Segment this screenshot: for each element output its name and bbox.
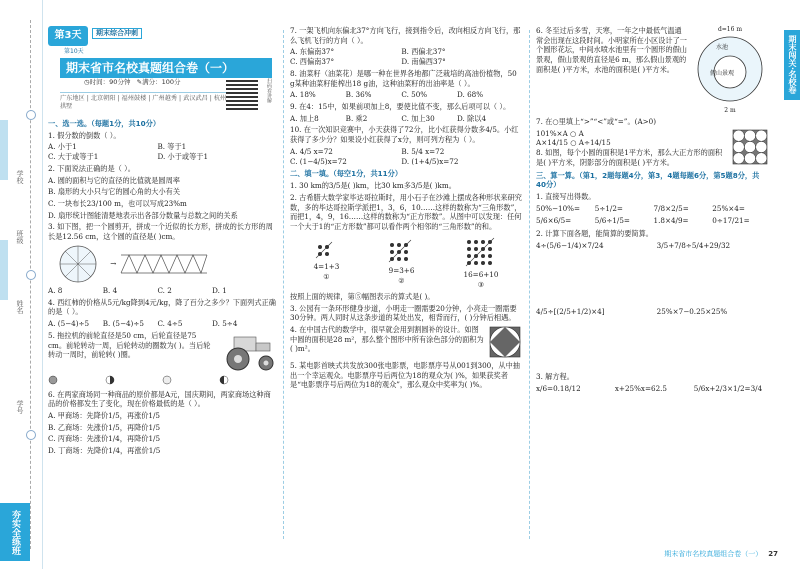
star-icon: ✎ xyxy=(136,78,143,86)
footer-label: 期末省市名校真题组合卷（一） xyxy=(664,549,763,558)
fill-8: 8. 如图，每个小圆的面积是1平方米，那么大正方形的面积是( )平方米，阴影部分的面积是( )平方米。 xyxy=(536,148,723,167)
calc-1: 1. 直接写出得数。 xyxy=(536,191,596,201)
question-7-options xyxy=(290,47,522,66)
exam-header xyxy=(48,26,276,116)
rectangle-figure xyxy=(119,251,209,277)
calc-item: 25%×7−0.25×25% xyxy=(656,306,728,316)
field-school: 学校 xyxy=(16,170,24,184)
fill-1: 1. 30 km的3/5是( )km，比30 km多3/5是( )km。 xyxy=(290,181,456,191)
fill-2: 2. 古希腊大数学家毕达哥拉斯时，用小石子在沙滩上摆成各种形状来研究数，多的毕达哥拉斯学派把1，3，6，10……这样的数称为“三角形数”，而把1，4，9，16……这样的数称为“正方形数”。从图中可以发现：任何一个大于1的“正方形数”都可以看作两个相邻的“三角形数”的和。 xyxy=(290,192,522,231)
column-3 xyxy=(536,26,768,397)
option: D. 小于或等于1 xyxy=(157,152,209,162)
question-5: 5. 拖拉机的前轮直径是50 cm，后轮直径是75 cm。前轮转动一周，后轮转动的圈数为( )。当后轮转动一周时，前轮转( )圈。 xyxy=(48,330,211,360)
option: D. 除以4 xyxy=(457,113,487,123)
option: B. 4 xyxy=(102,285,118,295)
column-2 xyxy=(290,26,522,392)
question-5-block xyxy=(48,331,276,373)
option: C. 加上30 xyxy=(401,113,435,123)
exam-meta xyxy=(84,78,181,87)
calc-item: 5/6×6/5= xyxy=(536,216,572,226)
figure-label-rockery: 假山景观 xyxy=(710,70,735,77)
pattern-figure-1 xyxy=(314,234,340,290)
figure-label-diameter: d=16 m xyxy=(717,26,743,33)
answer-space[interactable] xyxy=(536,285,768,307)
option: C. 大于或等于1 xyxy=(48,152,99,162)
pattern-equation: 9=3+6 xyxy=(388,266,415,276)
question-10-options xyxy=(290,147,522,166)
option: D. (1+4/5)x=72 xyxy=(401,156,459,166)
question-3-options xyxy=(48,286,276,296)
option: D. 1 xyxy=(212,285,227,295)
option: D. 丁商场：先降价1/4，再涨价1/5 xyxy=(48,446,161,456)
option: D. 南偏西37° xyxy=(401,57,446,67)
field-class: 班级 xyxy=(16,230,24,244)
calc-3: 3. 解方程。 xyxy=(536,372,574,382)
pattern-equation: 16=6+10 xyxy=(463,270,499,280)
calc-item: 3/5+7/8÷5/4+29/32 xyxy=(656,240,731,250)
question-5-options xyxy=(48,375,276,388)
calc-item: 50%−10%= xyxy=(536,203,580,213)
calc-item: 25%×4= xyxy=(712,203,745,213)
compare-item: 101%×A ○ A xyxy=(536,128,584,138)
option-d xyxy=(219,375,274,388)
option: D. 68% xyxy=(457,90,484,100)
option: B. 扇形的大小只与它的圆心角的大小有关 xyxy=(48,187,181,197)
binding-hole xyxy=(26,110,36,120)
question-4: 4. 西红柿的价格从5元/kg降到4元/kg，降了百分之多少？下面列式正确的是（ ）。 xyxy=(48,297,276,317)
option: A. 圆的面积与它的直径的比值就是圆周率 xyxy=(48,175,180,185)
option: C. 4÷5 xyxy=(157,319,183,329)
figure-label-pool: 水池 xyxy=(716,44,729,51)
calc-item: 4÷(5/6−1/4)×7/24 xyxy=(536,240,604,250)
section-2-heading: 二、填一填。（每空1分，共11分） xyxy=(290,169,403,179)
calc-item: 4/5÷[(2/5+1/2)×4] xyxy=(536,306,605,316)
calc-item: 1.8×4/9= xyxy=(653,216,689,226)
option: A. 4/5 x=72 xyxy=(290,146,333,156)
pattern-figure-2 xyxy=(387,234,417,290)
page-footer xyxy=(664,550,778,559)
option-a xyxy=(48,375,103,388)
spine-tab xyxy=(0,120,8,180)
option-c xyxy=(162,375,217,388)
binding-spine xyxy=(0,0,43,569)
question-8: 8. 油菜籽（油菜花）是哪一种在世界各地都广泛栽培的高油份植物，50 g某种油菜籽能榨出18 g油，这种油菜籽的出油率是（ ）。 xyxy=(290,68,517,88)
dot-pattern-figures xyxy=(290,234,522,290)
cut-line xyxy=(30,20,31,549)
calc-1-row-2 xyxy=(536,216,768,226)
exam-regions: 广东地区 | 北京朝阳 | 福州鼓楼 | 广州越秀 | 武汉武昌 | 杭州拱墅 xyxy=(60,92,230,112)
question-9: 9. 在4：15中，如果前项加上8，要使比值不变，那么后项可以（ ）。 xyxy=(290,102,511,112)
binding-hole xyxy=(26,270,36,280)
option: B. (5−4)÷5 xyxy=(102,319,144,329)
option: C. 2 xyxy=(157,285,172,295)
section-3-heading: 三、算一算。（第1，2题每题4分，第3，4题每题6分，第5题8分，共40分） xyxy=(536,170,760,190)
option: B. 等于1 xyxy=(157,142,187,152)
option: A. 8 xyxy=(48,285,63,295)
column-1 xyxy=(48,26,276,458)
section-1-heading: 一、选一选。（每题1分，共10分） xyxy=(48,119,161,128)
pool-figure xyxy=(692,26,768,115)
answer-space[interactable] xyxy=(536,251,768,285)
pattern-label: ① xyxy=(323,272,330,282)
brand-logo: 夯实全练班 xyxy=(0,503,30,561)
question-7: 7. 一架飞机向东偏北37°方向飞行，接到指令后，改向相反方向飞行，那么飞机飞行的方向（ ）。 xyxy=(290,26,521,45)
option: B. 36% xyxy=(345,90,372,100)
question-10: 10. 在一次知识竞赛中，小天获得了72分，比小红获得分数多4/5。小红获得了多少分？如果设小红获得了x分，则可列方程为（ ）。 xyxy=(290,125,519,145)
fill-4: 4. 在中国古代的数学中，很早就会用到割圆补的设计。如图中圆的面积是28 m²，那么整个图形中所有涂色部分的面积为( )m²。 xyxy=(290,324,484,354)
calc-item: 5÷1/2= xyxy=(594,203,623,213)
option: A. (5−4)÷5 xyxy=(48,319,90,329)
answer-space[interactable] xyxy=(536,316,768,350)
option: B. 乘2 xyxy=(345,113,368,123)
qr-caption: 扫码看讲解 xyxy=(266,78,272,103)
compare-item: A×14/15 ○ A÷14/15 xyxy=(536,138,611,148)
calc-2-row-2 xyxy=(536,307,768,317)
question-2: 2. 下面说法正确的是（ ）。 xyxy=(48,163,135,173)
page-number: 27 xyxy=(768,549,778,558)
calc-2-row-1 xyxy=(536,241,768,251)
answer-space[interactable] xyxy=(536,350,768,372)
equation-item: x+25%x=62.5 xyxy=(614,383,668,393)
question-4-options xyxy=(48,319,276,329)
calc-2: 2. 计算下面各题，能简算的要简算。 xyxy=(536,229,653,239)
pattern-figure-3 xyxy=(464,234,499,290)
question-9-options xyxy=(290,114,522,124)
option: A. 加上8 xyxy=(290,113,319,123)
option: A. 东偏南37° xyxy=(290,47,335,57)
figure-label-width: 2 m xyxy=(724,106,736,114)
calc-item: 7/8×2/5= xyxy=(653,203,689,213)
clock-icon: ◷ xyxy=(84,78,90,86)
fill-6: 6. 冬至过后多雪，天寒，一年之中最低气温通常会出现在这段时间。小明家所在小区设计了一个圆形花坛，中间水喷水池里有一个圆形的假山景观，假山景观的直径是6 m，那么假山景观的面积是( )平方米，水池的面积是( )平方米。 xyxy=(536,26,687,74)
binding-hole xyxy=(26,430,36,440)
column-divider xyxy=(529,30,530,539)
option-b xyxy=(105,375,160,388)
calc-item: 0÷17/21= xyxy=(712,216,750,226)
option: C. 一块布长23/100 m，也可以写成23%m xyxy=(48,199,187,209)
question-8-options xyxy=(290,90,522,100)
question-1: 1. 假分数的倒数（ ）。 xyxy=(48,130,121,140)
tractor-icon xyxy=(220,331,276,373)
calc-3-row xyxy=(536,384,768,394)
day-number: 第10天 xyxy=(64,48,84,55)
square-circle-figure xyxy=(488,325,522,359)
fill-6-block xyxy=(536,26,768,115)
day-subtitle: 期末综合冲刺 xyxy=(92,28,142,39)
option: B. 乙商场：先涨价1/5，再降价1/5 xyxy=(48,422,161,432)
option: A. 18% xyxy=(290,90,316,100)
circle-sector-figure xyxy=(48,244,108,284)
question-3-figure: → xyxy=(48,244,276,284)
fill-3: 3. 公园有一条环形健身步道，小明走一圈需要20分钟，小亮走一圈需要30分钟。两人同时从这条步道的某处出发，相背而行，( )分钟后相遇。 xyxy=(290,303,517,323)
fill-5: 5. 某电影首映式共发放300张电影票，电影票序号从001到300，从中抽出一个幸运观众。电影票序号后两位为18的观众为( )%，如果获奖者是“电影票序号后两位为18的观众”，那么观众中奖率为( )%。 xyxy=(290,360,520,390)
field-name: 姓名 xyxy=(16,300,24,314)
right-edge-tab: 期末闯关·名校卷 xyxy=(784,30,800,100)
option: C. 50% xyxy=(401,90,428,100)
equation-item: x/6=0.18/12 xyxy=(536,383,581,393)
option: B. 5/4 x=72 xyxy=(401,146,445,156)
option: C. 丙商场：先涨价1/4，再降价1/5 xyxy=(48,434,161,444)
exam-title: 期末省市名校真题组合卷（一） xyxy=(60,58,272,78)
option: C. (1−4/5)x=72 xyxy=(290,156,347,166)
pattern-label: ② xyxy=(398,276,405,286)
calc-1-row-1 xyxy=(536,204,768,214)
column-divider xyxy=(283,30,284,539)
exam-time: 时间：90分钟 xyxy=(89,78,131,86)
option: D. 扇形统计图能清楚地表示出各部分数量与总数之间的关系 xyxy=(48,210,238,220)
fill-7-8-block xyxy=(536,129,768,168)
fill-2-tail: 按照上面的规律，第⑤幅图表示的算式是( )。 xyxy=(290,291,435,301)
spine-tab xyxy=(0,240,8,300)
option: A. 甲商场：先降价1/5，再涨价1/5 xyxy=(48,410,160,420)
pattern-label: ③ xyxy=(477,280,485,290)
question-6: 6. 在两家商场同一种商品的原价都是A元，国庆期间，两家商场这种商品的价格都发生了变化，现在价格最低的是（ ）。 xyxy=(48,389,271,409)
circles-in-square-figure xyxy=(732,129,768,165)
equation-item: 5/6x+2/3×1/2=3/4 xyxy=(693,383,763,393)
calc-item: 5/6÷1/5= xyxy=(594,216,630,226)
exam-score: 满分：100分 xyxy=(142,78,181,86)
qr-code-icon[interactable] xyxy=(226,78,258,110)
option: C. 西偏南37° xyxy=(290,57,335,67)
field-number: 学号 xyxy=(16,400,24,414)
day-badge: 第3天 xyxy=(48,26,88,46)
fill-7: 7. 在○里填上“>”“<”或“=”。(A>0) xyxy=(536,116,657,126)
pattern-equation: 4=1+3 xyxy=(313,262,340,272)
fill-4-block xyxy=(290,325,522,359)
question-3: 3. 如下图，把一个圆剪开，拼成一个近似的长方形，拼成的长方形的周长是12.56 cm，这个圆的直径是( )cm。 xyxy=(48,222,273,242)
option: B. 西偏北37° xyxy=(401,47,446,57)
option: A. 小于1 xyxy=(48,142,77,152)
option: D. 5÷4 xyxy=(212,319,238,329)
question-1-options xyxy=(48,142,276,161)
